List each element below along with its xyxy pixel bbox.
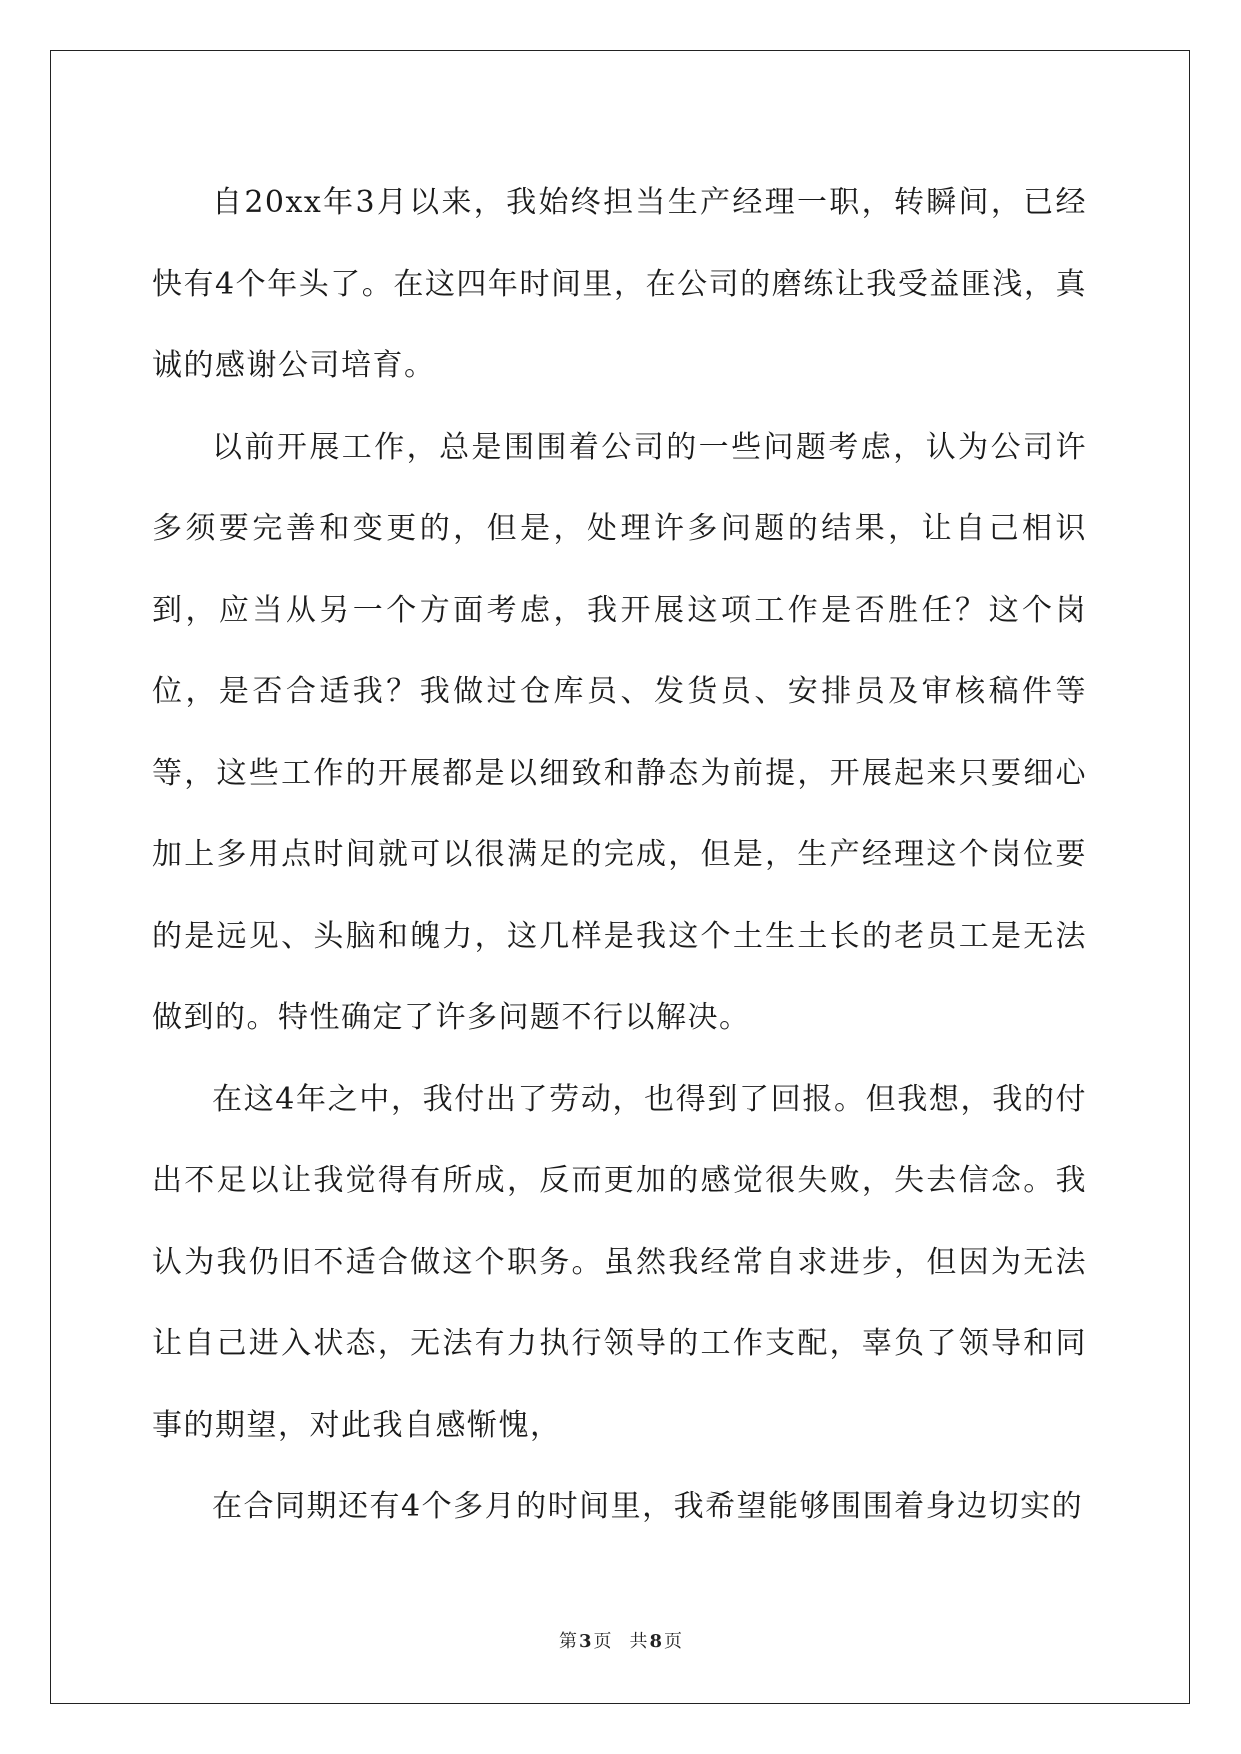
page-total: 8 bbox=[649, 1631, 663, 1652]
document-body bbox=[152, 162, 1087, 1548]
paragraph-1: 自20xx年3月以来，我始终担当生产经理一职，转瞬间，已经快有4个年头了。在这四年时间里，在公司的磨练让我受益匪浅，真诚的感谢公司培育。 bbox=[152, 185, 1087, 383]
page-prefix: 第 bbox=[558, 1631, 577, 1652]
page-suffix: 页 bbox=[593, 1631, 612, 1652]
page-current: 3 bbox=[578, 1631, 592, 1652]
paragraph-4: 在合同期还有4个多月的时间里，我希望能够围围着身边切实的 bbox=[212, 1489, 1084, 1524]
paragraph-3: 在这4年之中，我付出了劳动，也得到了回报。但我想，我的付出不足以让我觉得有所成，反而更加的感觉很失败，失去信念。我认为我仍旧不适合做这个职务。虽然我经常自求进步，但因为无法让自己进入状态，无法有力执行领导的工作支配，辜负了领导和同事的期望，对此我自感惭愧， bbox=[152, 1081, 1087, 1443]
page-footer bbox=[0, 1627, 1241, 1653]
paragraph-2: 以前开展工作，总是围围着公司的一些问题考虑，认为公司许多须要完善和变更的，但是，处理许多问题的结果，让自己相识到，应当从另一个方面考虑，我开展这项工作是否胜任？这个岗位，是否合适我？我做过仓库员、发货员、安排员及审核稿件等等，这些工作的开展都是以细致和静态为前提，开展起来只要细心加上多用点时间就可以很满足的完成，但是，生产经理这个岗位要的是远见、头脑和魄力，这几样是我这个土生土长的老员工是无法做到的。特性确定了许多问题不行以解决。 bbox=[152, 429, 1087, 1035]
total-suffix: 页 bbox=[664, 1631, 683, 1652]
total-prefix: 共 bbox=[629, 1631, 648, 1652]
